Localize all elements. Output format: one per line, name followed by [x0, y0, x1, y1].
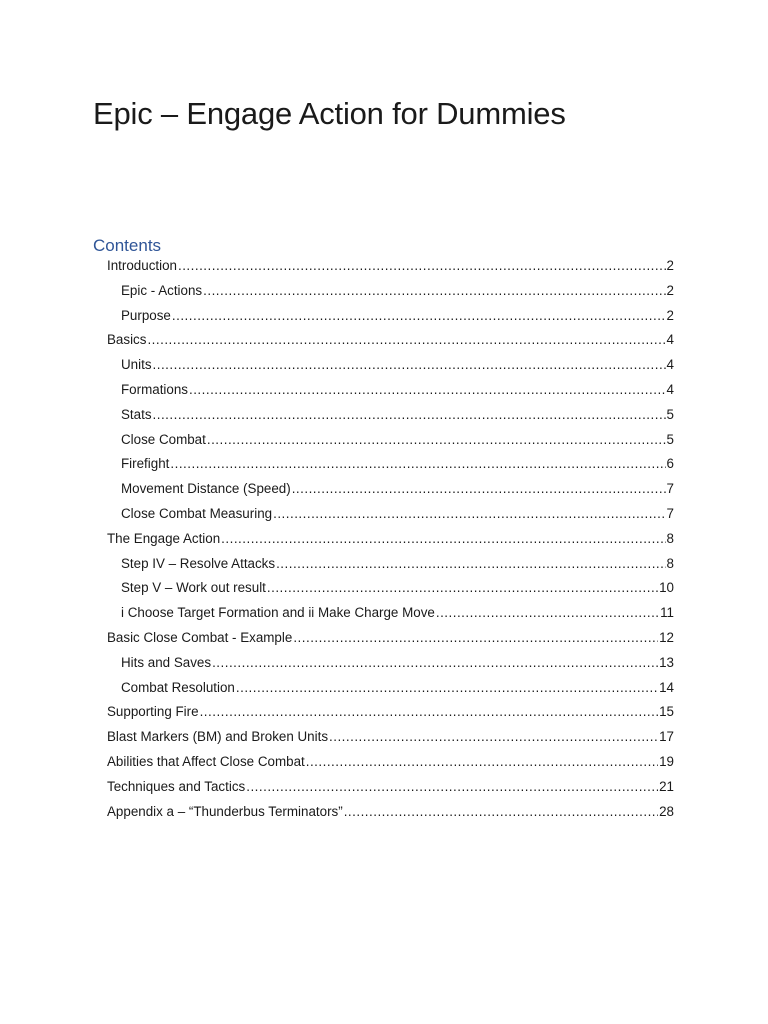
- toc-entry-label: Purpose: [121, 307, 171, 323]
- toc-page-number: 7: [666, 481, 674, 497]
- toc-dot-leader: [329, 729, 658, 744]
- contents-heading: Contents: [93, 236, 162, 255]
- toc-page-number: 4: [666, 381, 674, 397]
- toc-page-number: 13: [659, 654, 674, 670]
- toc-page-number: 4: [666, 332, 674, 348]
- toc-dot-leader: [212, 655, 658, 670]
- toc-entry[interactable]: [0, 456, 674, 481]
- toc-page-number: 8: [666, 555, 674, 571]
- toc-dot-leader: [292, 481, 666, 496]
- toc-entry[interactable]: [0, 680, 674, 705]
- toc-entry[interactable]: [0, 506, 674, 531]
- toc-page-number: 19: [659, 753, 674, 769]
- toc-dot-leader: [236, 680, 658, 695]
- toc-entry-label: Step IV – Resolve Attacks: [121, 555, 276, 571]
- toc-page-number: 21: [659, 778, 674, 794]
- toc-dot-leader: [344, 804, 658, 819]
- toc-entry[interactable]: [0, 779, 674, 804]
- toc-entry-label: i Choose Target Formation and ii Make Charge Move: [121, 605, 435, 621]
- toc-dot-leader: [267, 580, 658, 595]
- toc-page-number: 2: [666, 258, 674, 273]
- toc-dot-leader: [246, 779, 658, 794]
- toc-page-number: 14: [659, 679, 674, 695]
- toc-entry[interactable]: [0, 407, 674, 432]
- toc-entry[interactable]: [0, 258, 674, 283]
- toc-page-number: 5: [666, 406, 674, 422]
- toc-entry[interactable]: [0, 308, 674, 333]
- toc-entry[interactable]: [0, 481, 674, 506]
- toc-entry[interactable]: [0, 382, 674, 407]
- toc-page-number: 15: [659, 704, 674, 720]
- toc-page-number: 12: [659, 629, 674, 645]
- toc-entry[interactable]: [0, 704, 674, 729]
- toc-dot-leader: [293, 630, 658, 645]
- toc-entry-label: Units: [121, 357, 152, 373]
- toc-dot-leader: [147, 332, 665, 347]
- toc-entry[interactable]: [0, 432, 674, 457]
- toc-dot-leader: [203, 283, 665, 298]
- toc-entry-label: Firefight: [121, 456, 170, 472]
- toc-entry-label: Blast Markers (BM) and Broken Units: [107, 729, 329, 745]
- toc-entry[interactable]: [0, 283, 674, 308]
- toc-entry-label: Hits and Saves: [121, 654, 212, 670]
- toc-dot-leader: [153, 357, 666, 372]
- toc-entry[interactable]: [0, 655, 674, 680]
- toc-page-number: 5: [666, 431, 674, 447]
- toc-dot-leader: [170, 456, 665, 471]
- toc-page-number: 17: [659, 729, 674, 745]
- toc-dot-leader: [178, 258, 666, 273]
- toc-entry-label: Introduction: [107, 258, 177, 273]
- toc-entry[interactable]: [0, 754, 674, 779]
- toc-entry-label: Supporting Fire: [107, 704, 199, 720]
- toc-entry-label: Abilities that Affect Close Combat: [107, 753, 305, 769]
- toc-entry-label: Movement Distance (Speed): [121, 481, 291, 497]
- toc-entry-label: Stats: [121, 406, 152, 422]
- toc-dot-leader: [172, 308, 666, 323]
- toc-entry[interactable]: [0, 357, 674, 382]
- toc-page-number: 10: [659, 580, 674, 596]
- toc-dot-leader: [276, 556, 665, 571]
- toc-dot-leader: [306, 754, 658, 769]
- toc-dot-leader: [189, 382, 666, 397]
- toc-entry[interactable]: [0, 580, 674, 605]
- toc-page-number: 4: [666, 357, 674, 373]
- toc-page-number: 7: [666, 505, 674, 521]
- toc-entry-label: Combat Resolution: [121, 679, 235, 695]
- toc-entry-label: Basics: [107, 332, 147, 348]
- toc-entry-label: Appendix a – “Thunderbus Terminators”: [107, 803, 343, 819]
- toc-dot-leader: [200, 704, 659, 719]
- toc-entry-label: Techniques and Tactics: [107, 778, 246, 794]
- toc-entry[interactable]: [0, 556, 674, 581]
- toc-dot-leader: [207, 432, 666, 447]
- toc-page-number: 2: [666, 282, 674, 298]
- toc-entry[interactable]: [0, 531, 674, 556]
- toc-entry-label: Basic Close Combat - Example: [107, 629, 293, 645]
- toc-entry[interactable]: [0, 332, 674, 357]
- toc-entry-label: The Engage Action: [107, 530, 221, 546]
- toc-page-number: 28: [659, 803, 674, 819]
- document-title: Epic – Engage Action for Dummies: [93, 96, 566, 131]
- table-of-contents: [0, 258, 768, 828]
- toc-entry-label: Step V – Work out result: [121, 580, 266, 596]
- toc-entry[interactable]: [0, 630, 674, 655]
- toc-entry[interactable]: [0, 729, 674, 754]
- toc-page-number: 6: [666, 456, 674, 472]
- toc-dot-leader: [221, 531, 665, 546]
- toc-entry-label: Formations: [121, 381, 188, 397]
- toc-page-number: 11: [660, 605, 674, 621]
- toc-dot-leader: [153, 407, 666, 422]
- toc-entry[interactable]: [0, 804, 674, 829]
- toc-entry-label: Epic - Actions: [121, 282, 203, 298]
- toc-entry-label: Close Combat Measuring: [121, 505, 273, 521]
- toc-page-number: 8: [666, 530, 674, 546]
- toc-page-number: 2: [666, 307, 674, 323]
- toc-dot-leader: [273, 506, 665, 521]
- toc-entry[interactable]: [0, 605, 674, 630]
- toc-dot-leader: [436, 605, 659, 620]
- toc-entry-label: Close Combat: [121, 431, 206, 447]
